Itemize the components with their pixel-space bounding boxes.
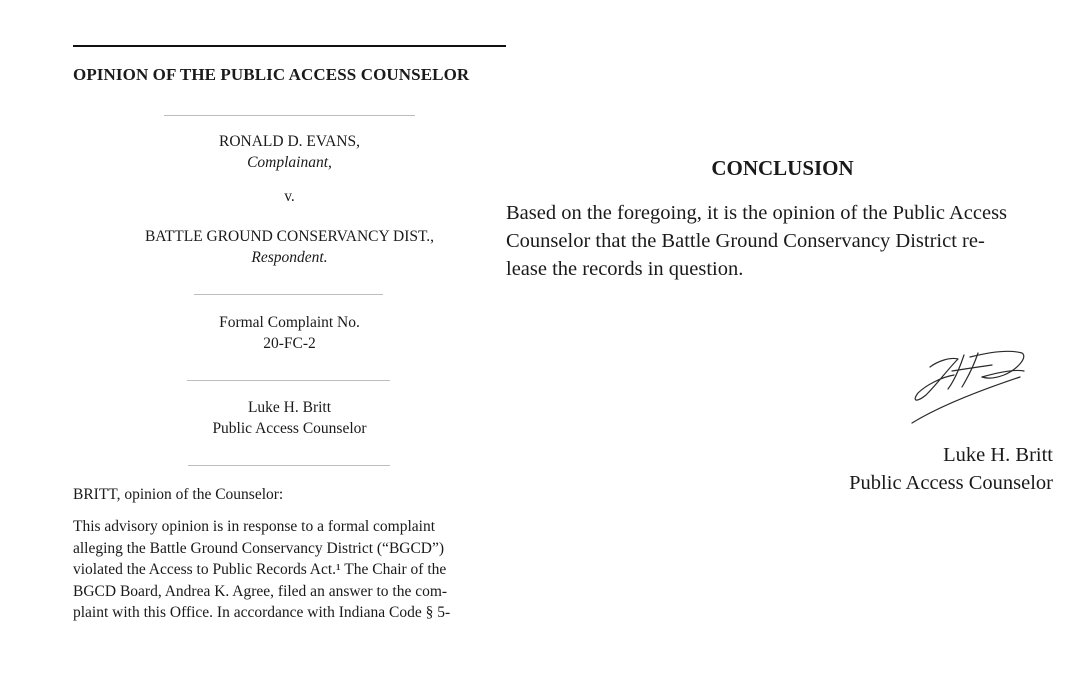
body-line: plaint with this Office. In accordance with Indiana Code § 5- — [73, 604, 451, 621]
opinion-body — [73, 516, 506, 624]
counselor-name: Luke H. Britt — [247, 399, 332, 416]
document-title: OPINION OF THE PUBLIC ACCESS COUNSELOR — [73, 65, 470, 84]
signature-block — [849, 441, 1053, 497]
complainant-name: RONALD D. EVANS, — [219, 133, 360, 150]
opinion-intro: BRITT, opinion of the Counselor: — [73, 486, 284, 503]
divider — [187, 380, 390, 381]
respondent-role: Respondent. — [251, 249, 328, 266]
conclusion-line: Based on the foregoing, it is the opinion of the Public Access — [506, 202, 1008, 224]
conclusion-line: Counselor that the Battle Ground Conservancy District re- — [506, 230, 985, 252]
signer-title: Public Access Counselor — [849, 472, 1053, 494]
body-line: This advisory opinion is in response to a formal complaint — [73, 518, 436, 535]
complaint-number: 20-FC-2 — [263, 335, 316, 352]
conclusion-page — [505, 0, 1060, 675]
counselor-title: Public Access Counselor — [212, 420, 367, 437]
body-line: alleging the Battle Ground Conservancy District (“BGCD”) — [73, 539, 445, 557]
body-line: BGCD Board, Andrea K. Agree, filed an answer to the com- — [73, 582, 448, 600]
conclusion-heading: CONCLUSION — [711, 156, 854, 180]
conclusion-line: lease the records in question. — [506, 258, 744, 280]
conclusion-text — [506, 199, 1062, 283]
signer-name: Luke H. Britt — [943, 444, 1053, 466]
body-line: violated the Access to Public Records Act.¹ The Chair of the — [73, 561, 447, 578]
divider — [164, 115, 415, 116]
complainant-role: Complainant, — [247, 154, 332, 171]
top-rule — [73, 45, 506, 47]
divider — [188, 465, 390, 466]
complaint-label: Formal Complaint No. — [219, 314, 360, 331]
respondent-name: BATTLE GROUND CONSERVANCY DIST., — [144, 228, 435, 245]
versus-label: v. — [284, 188, 295, 205]
signature-icon — [908, 347, 1033, 429]
divider — [194, 294, 383, 295]
